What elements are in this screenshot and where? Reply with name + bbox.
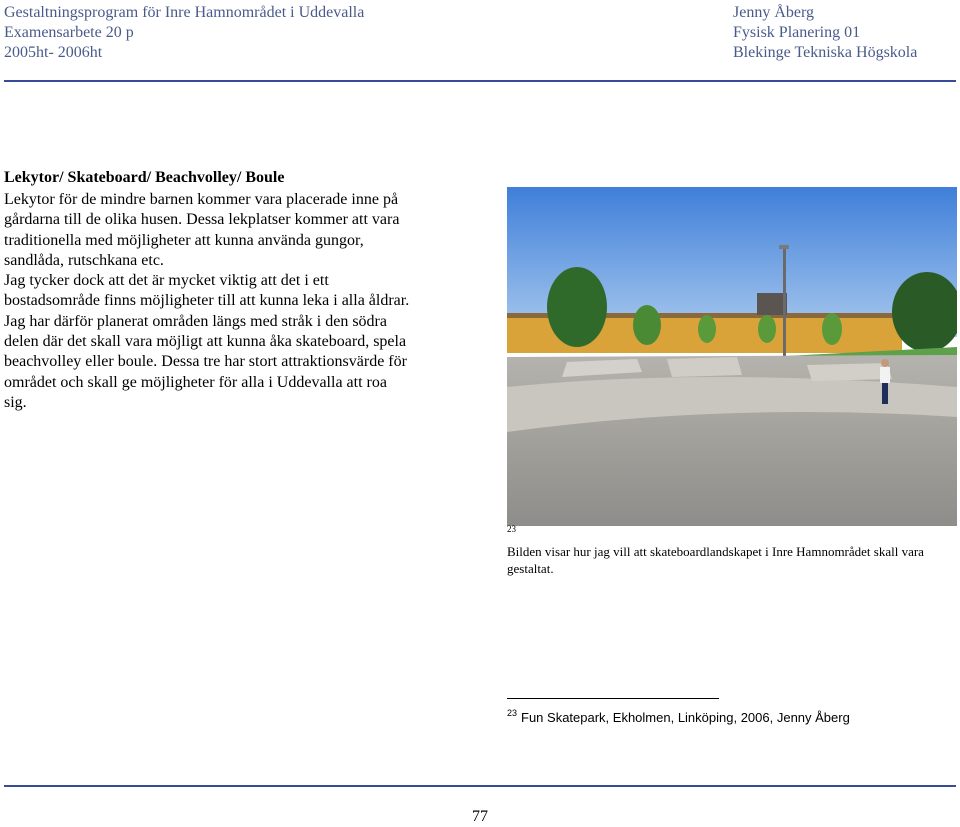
header-rule: [4, 80, 956, 82]
body-line: Jag tycker dock att det är mycket viktig att det i ett: [4, 272, 329, 290]
body-line: sandlåda, rutschkana etc.: [4, 251, 164, 269]
body-line: delen där det skall vara möjligt att kunna åka skateboard, spela: [4, 333, 407, 351]
figure-footnote-ref: 23: [507, 524, 516, 534]
header-term: 2005ht- 2006ht: [4, 44, 103, 61]
body-line: beachvolley eller boule. Dessa tre har stort attraktionsvärde för: [4, 353, 407, 371]
footnote-text: Fun Skatepark, Ekholmen, Linköping, 2006, Jenny Åberg: [521, 710, 850, 725]
footnote-rule: [507, 698, 719, 699]
figure-caption: Bilden visar hur jag vill att skateboardlandskapet i Inre Hamnområdet skall vara gestaltat.: [507, 544, 924, 576]
body-line: gårdarna till de olika husen. Dessa lekplatser kommer att vara: [4, 211, 400, 229]
header-course: Examensarbete 20 p: [4, 24, 134, 41]
header-author: Jenny Åberg: [733, 4, 815, 21]
body-line: området och skall ge möjligheter för alla i Uddevalla att roa: [4, 373, 387, 391]
body-line: bostadsområde finns möjligheter till att kunna leka i alla åldrar.: [4, 292, 410, 310]
page-number: 77: [472, 808, 488, 825]
body-line: sig.: [4, 393, 27, 411]
header-title: Gestaltningsprogram för Inre Hamnområdet i Uddevalla: [4, 4, 365, 21]
body-line: traditionella med möjligheter att kunna använda gungor,: [4, 231, 364, 249]
header-school: Blekinge Tekniska Högskola: [733, 44, 918, 61]
footnote-number: 23: [507, 708, 518, 718]
footnote: [507, 708, 850, 725]
header-program: Fysisk Planering 01: [733, 24, 861, 41]
section-title: Lekytor/ Skateboard/ Beachvolley/ Boule: [4, 169, 285, 186]
footer-rule: [4, 785, 956, 787]
body-line: Lekytor för de mindre barnen kommer vara placerade inne på: [4, 191, 399, 208]
body-text: [4, 190, 464, 413]
skatepark-photo: [507, 187, 957, 526]
body-line: Jag har därför planerat områden längs med stråk i den södra: [4, 312, 387, 330]
